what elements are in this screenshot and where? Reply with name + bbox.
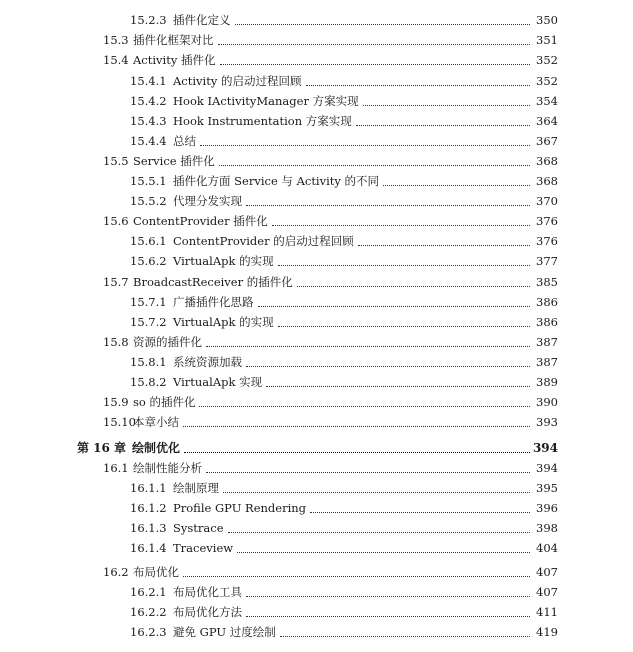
page-number: 387 bbox=[536, 335, 558, 349]
section-number: 15.6 bbox=[103, 214, 129, 228]
leader-dots bbox=[206, 471, 530, 473]
toc-entry-row bbox=[130, 519, 558, 537]
page-number: 419 bbox=[536, 625, 558, 639]
leader-dots bbox=[258, 305, 531, 307]
page-number: 398 bbox=[536, 521, 558, 535]
section-number: 15.4.4 bbox=[130, 134, 167, 148]
section-number: 15.5 bbox=[103, 154, 129, 168]
toc-entry-row bbox=[130, 623, 558, 641]
page-number: 368 bbox=[536, 154, 558, 168]
toc-entry-row bbox=[103, 333, 558, 351]
leader-dots bbox=[266, 385, 530, 387]
page-number: 364 bbox=[536, 114, 558, 128]
section-title: 布局优化 bbox=[133, 565, 179, 579]
leader-dots bbox=[220, 63, 531, 65]
section-number: 15.8.2 bbox=[130, 375, 167, 389]
leader-dots bbox=[272, 224, 530, 226]
section-title: 代理分发实现 bbox=[173, 194, 242, 208]
page-number: 396 bbox=[536, 501, 558, 515]
toc-entry-row bbox=[130, 313, 558, 331]
section-title: 资源的插件化 bbox=[133, 335, 202, 349]
page-number: 352 bbox=[536, 74, 558, 88]
toc-entry-row bbox=[103, 273, 558, 291]
toc-entry-row bbox=[103, 31, 558, 49]
toc-entry-row bbox=[130, 172, 558, 190]
section-number: 15.10 bbox=[103, 415, 136, 429]
section-title: ContentProvider 的启动过程回顾 bbox=[173, 234, 354, 248]
section-title: 广播插件化思路 bbox=[173, 295, 254, 309]
section-title: 系统资源加载 bbox=[173, 355, 242, 369]
leader-dots bbox=[383, 184, 530, 186]
section-title: VirtualApk 的实现 bbox=[173, 254, 274, 268]
section-title: Activity 插件化 bbox=[133, 53, 216, 67]
leader-dots bbox=[297, 285, 530, 287]
section-title: 避免 GPU 过度绘制 bbox=[173, 625, 276, 639]
section-number: 15.7 bbox=[103, 275, 129, 289]
toc-entry-row bbox=[130, 252, 558, 270]
leader-dots bbox=[237, 551, 530, 553]
page-number: 393 bbox=[536, 415, 558, 429]
section-number: 15.4.1 bbox=[130, 74, 167, 88]
leader-dots bbox=[358, 244, 530, 246]
section-title: 总结 bbox=[173, 134, 196, 148]
leader-dots bbox=[306, 84, 531, 86]
page-number: 377 bbox=[536, 254, 558, 268]
leader-dots bbox=[223, 491, 530, 493]
section-number: 15.6.2 bbox=[130, 254, 167, 268]
toc-entry-row bbox=[103, 212, 558, 230]
page-number: 390 bbox=[536, 395, 558, 409]
section-title: Traceview bbox=[173, 541, 234, 555]
section-title: 布局优化方法 bbox=[173, 605, 242, 619]
page-number: 385 bbox=[536, 275, 558, 289]
page-number: 367 bbox=[536, 134, 558, 148]
section-title: Hook Instrumentation 方案实现 bbox=[173, 114, 352, 128]
section-number: 15.5.1 bbox=[130, 174, 167, 188]
page-number: 376 bbox=[536, 214, 558, 228]
section-title: Hook IActivityManager 方案实现 bbox=[173, 94, 359, 108]
page-number: 395 bbox=[536, 481, 558, 495]
page-number: 411 bbox=[536, 605, 558, 619]
toc-entry-row bbox=[130, 499, 558, 517]
toc-entry-row bbox=[103, 393, 558, 411]
section-title: Service 插件化 bbox=[133, 154, 215, 168]
toc-entry-row bbox=[130, 293, 558, 311]
section-title: Systrace bbox=[173, 521, 224, 535]
leader-dots bbox=[278, 325, 530, 327]
leader-dots bbox=[218, 43, 531, 45]
page-number: 389 bbox=[536, 375, 558, 389]
leader-dots bbox=[246, 365, 530, 367]
leader-dots bbox=[200, 144, 530, 146]
leader-dots bbox=[219, 164, 530, 166]
page-number: 386 bbox=[536, 315, 558, 329]
leader-dots bbox=[278, 264, 530, 266]
page-number: 407 bbox=[536, 585, 558, 599]
toc-entry-row bbox=[103, 563, 558, 581]
page-number: 387 bbox=[536, 355, 558, 369]
section-number: 15.7.1 bbox=[130, 295, 167, 309]
section-title: 插件化定义 bbox=[173, 13, 231, 27]
toc-entry-row bbox=[103, 459, 558, 477]
section-number: 15.9 bbox=[103, 395, 129, 409]
toc-entry-row bbox=[130, 132, 558, 150]
toc-entry-row bbox=[130, 583, 558, 601]
section-number: 16.1.3 bbox=[130, 521, 167, 535]
section-number: 15.6.1 bbox=[130, 234, 167, 248]
toc-entry-row bbox=[130, 479, 558, 497]
section-number: 15.5.2 bbox=[130, 194, 167, 208]
toc-entry-row bbox=[130, 232, 558, 250]
leader-dots bbox=[280, 635, 530, 637]
section-title: 本章小结 bbox=[133, 415, 179, 429]
page-number: 352 bbox=[536, 53, 558, 67]
section-title: VirtualApk 的实现 bbox=[173, 315, 274, 329]
page-number: 386 bbox=[536, 295, 558, 309]
leader-dots bbox=[356, 124, 530, 126]
section-title: VirtualApk 实现 bbox=[173, 375, 263, 389]
section-number: 15.4.2 bbox=[130, 94, 167, 108]
section-number: 15.4 bbox=[103, 53, 129, 67]
page-number: 351 bbox=[536, 33, 558, 47]
leader-dots bbox=[363, 104, 530, 106]
toc-entry-row bbox=[130, 92, 558, 110]
toc-entry-row bbox=[103, 51, 558, 69]
section-number: 15.4.3 bbox=[130, 114, 167, 128]
leader-dots bbox=[310, 511, 530, 513]
section-number: 15.8 bbox=[103, 335, 129, 349]
leader-dots bbox=[246, 595, 530, 597]
leader-dots bbox=[246, 204, 530, 206]
toc-entry-row bbox=[130, 539, 558, 557]
section-number: 16.2.2 bbox=[130, 605, 167, 619]
toc-chapter-row bbox=[77, 439, 558, 457]
section-number: 16.1.1 bbox=[130, 481, 167, 495]
section-number: 15.7.2 bbox=[130, 315, 167, 329]
page-number: 376 bbox=[536, 234, 558, 248]
section-title: BroadcastReceiver 的插件化 bbox=[133, 275, 293, 289]
section-title: Profile GPU Rendering bbox=[173, 501, 307, 515]
page-number: 370 bbox=[536, 194, 558, 208]
leader-dots bbox=[246, 615, 530, 617]
toc-entry-row bbox=[130, 112, 558, 130]
toc-entry-row bbox=[103, 152, 558, 170]
toc-entry-row bbox=[130, 373, 558, 391]
section-number: 16.1.2 bbox=[130, 501, 167, 515]
section-number: 第 16 章 bbox=[77, 441, 127, 455]
section-number: 16.1.4 bbox=[130, 541, 167, 555]
page-number: 350 bbox=[536, 13, 558, 27]
section-number: 16.2.3 bbox=[130, 625, 167, 639]
leader-dots bbox=[206, 345, 530, 347]
section-title: ContentProvider 插件化 bbox=[133, 214, 268, 228]
section-number: 16.2 bbox=[103, 565, 129, 579]
section-title: 绘制性能分析 bbox=[133, 461, 202, 475]
leader-dots bbox=[183, 575, 530, 577]
leader-dots bbox=[235, 23, 531, 25]
section-title: so 的插件化 bbox=[133, 395, 196, 409]
section-title: 布局优化工具 bbox=[173, 585, 242, 599]
toc-entry-row bbox=[130, 603, 558, 621]
section-title: 绘制优化 bbox=[132, 441, 181, 455]
leader-dots bbox=[228, 531, 531, 533]
section-title: 插件化方面 Service 与 Activity 的不同 bbox=[173, 174, 380, 188]
page-number: 354 bbox=[536, 94, 558, 108]
toc-entry-row bbox=[103, 413, 558, 431]
section-title: 插件化框架对比 bbox=[133, 33, 214, 47]
leader-dots bbox=[183, 425, 530, 427]
page-number: 394 bbox=[532, 441, 558, 455]
leader-dots bbox=[199, 405, 530, 407]
toc-entry-row bbox=[130, 353, 558, 371]
section-number: 15.8.1 bbox=[130, 355, 167, 369]
toc-entry-row bbox=[130, 11, 558, 29]
page-number: 407 bbox=[536, 565, 558, 579]
leader-dots bbox=[184, 451, 530, 453]
toc-entry-row bbox=[130, 72, 558, 90]
toc-entry-row bbox=[130, 192, 558, 210]
section-title: 绘制原理 bbox=[173, 481, 219, 495]
section-number: 15.2.3 bbox=[130, 13, 167, 27]
page-number: 404 bbox=[536, 541, 558, 555]
page-number: 368 bbox=[536, 174, 558, 188]
section-title: Activity 的启动过程回顾 bbox=[173, 74, 302, 88]
page-number: 394 bbox=[536, 461, 558, 475]
section-number: 16.1 bbox=[103, 461, 129, 475]
section-number: 16.2.1 bbox=[130, 585, 167, 599]
section-number: 15.3 bbox=[103, 33, 129, 47]
